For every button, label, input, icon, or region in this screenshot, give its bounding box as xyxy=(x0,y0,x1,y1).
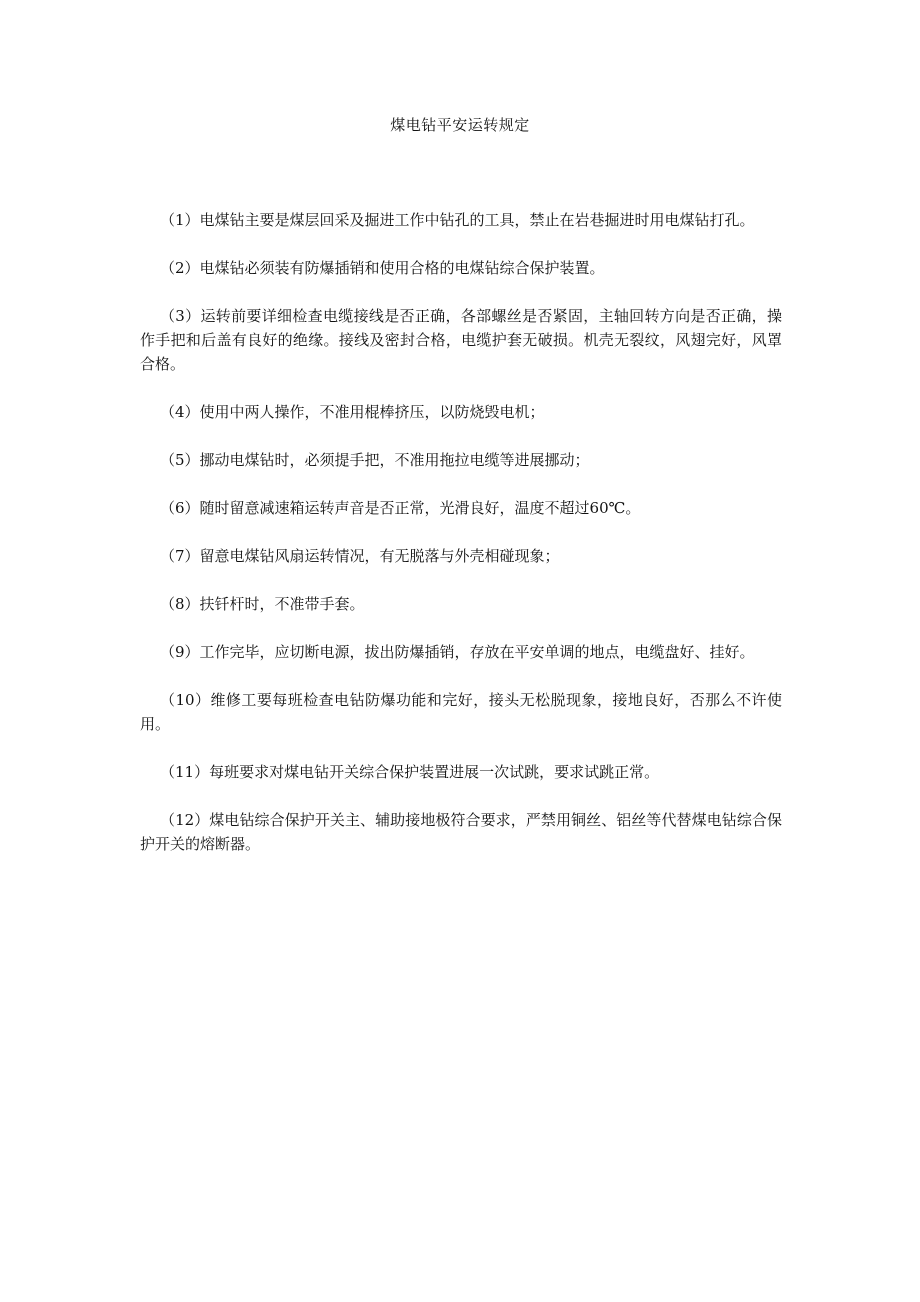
paragraph-6: （6）随时留意减速箱运转声音是否正常，光滑良好，温度不超过60℃。 xyxy=(160,499,641,517)
paragraph-8: （8）扶钎杆时，不准带手套。 xyxy=(160,595,365,613)
paragraph-7: （7）留意电煤钻风扇运转情况，有无脱落与外壳相碰现象； xyxy=(160,547,560,565)
paragraph-1: （1）电煤钻主要是煤层回采及掘进工作中钻孔的工具，禁止在岩巷掘进时用电煤钻打孔。 xyxy=(160,211,755,229)
document-title: 煤电钻平安运转规定 xyxy=(390,116,530,134)
paragraph-5: （5）挪动电煤钻时，必须提手把，不准用拖拉电缆等进展挪动； xyxy=(160,451,590,469)
paragraph-4: （4）使用中两人操作，不准用棍棒挤压，以防烧毁电机； xyxy=(160,403,545,421)
paragraph-9: （9）工作完毕，应切断电源，拔出防爆插销，存放在平安单调的地点，电缆盘好、挂好。 xyxy=(160,643,755,661)
paragraph-2: （2）电煤钻必须装有防爆插销和使用合格的电煤钻综合保护装置。 xyxy=(160,259,605,277)
paragraph-11: （11）每班要求对煤电钻开关综合保护装置进展一次试跳，要求试跳正常。 xyxy=(160,763,660,781)
paragraph-12: （12）煤电钻综合保护开关主、辅助接地极符合要求，严禁用铜丝、铝丝等代替煤电钻综合保护开关的熔断器。 xyxy=(140,811,782,853)
paragraph-10: （10）维修工要每班检查电钻防爆功能和完好，接头无松脱现象，接地良好，否那么不许使用。 xyxy=(140,691,782,733)
document-body xyxy=(140,208,782,880)
paragraph-3: （3）运转前要详细检查电缆接线是否正确，各部螺丝是否紧固，主轴回转方向是否正确，操作手把和后盖有良好的绝缘。接线及密封合格，电缆护套无破损。机壳无裂纹，风翅完好，风罩合格。 xyxy=(140,307,782,373)
